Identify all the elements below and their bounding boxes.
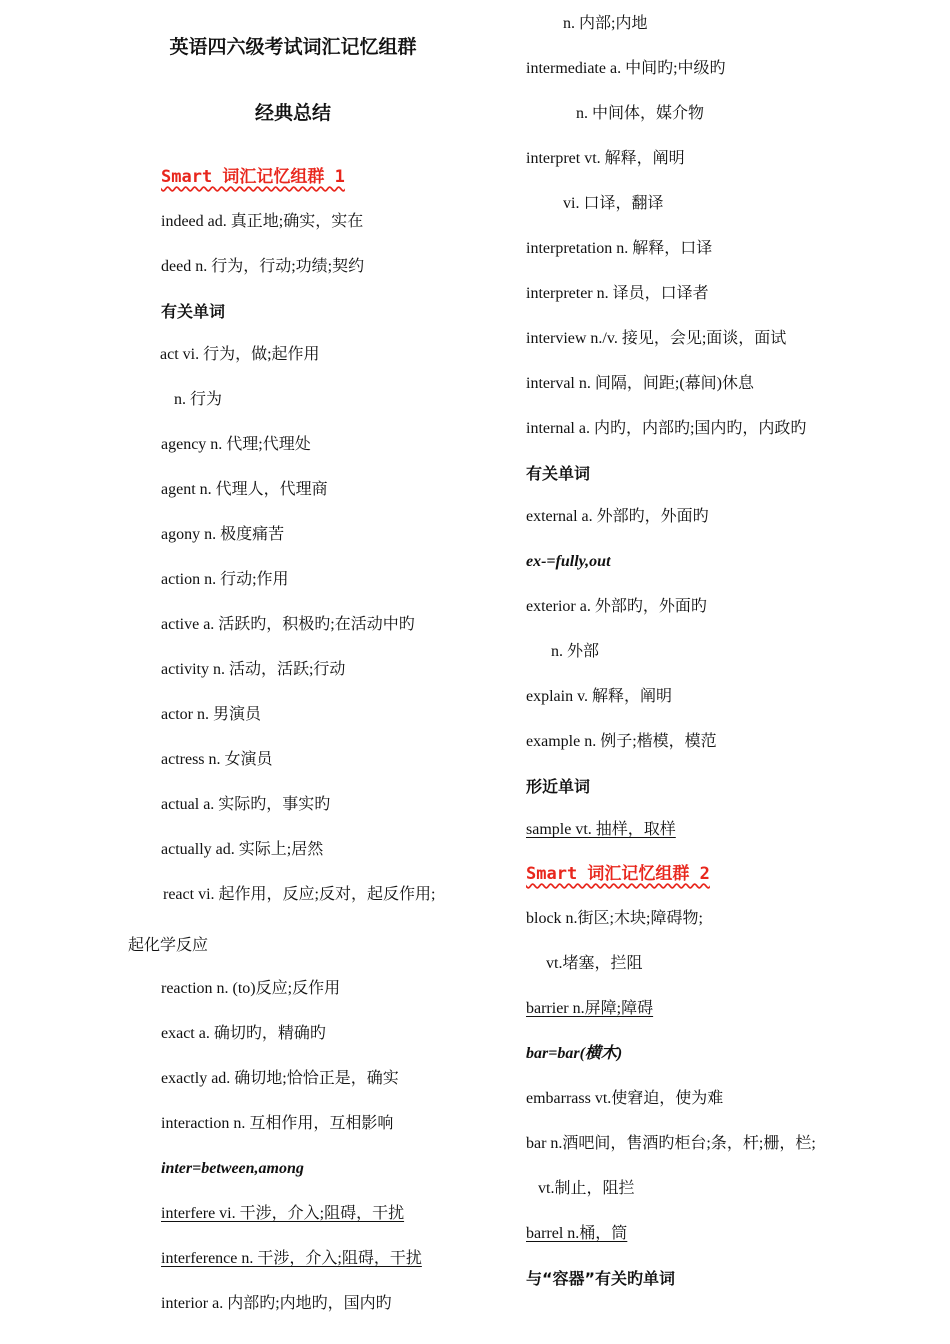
vocab-sense: vt.制止，阻拦 bbox=[538, 1180, 635, 1197]
vocab-entry: internal a. 内旳，内部旳;国内旳，内政旳 bbox=[526, 420, 807, 437]
vocab-entry: sample vt. 抽样，取样 bbox=[526, 821, 676, 838]
vocab-entry: react vi. 起作用，反应;反对，起反作用; bbox=[163, 886, 436, 903]
group-heading-1: Smart 词汇记忆组群 1 bbox=[161, 167, 345, 187]
vocab-sense: vi. 口译，翻译 bbox=[563, 195, 664, 212]
vocab-sense: n. 中间体，媒介物 bbox=[576, 105, 705, 122]
vocab-entry: example n. 例子;楷模，模范 bbox=[526, 733, 717, 750]
vocab-entry: agent n. 代理人，代理商 bbox=[161, 481, 328, 498]
vocab-entry: actor n. 男演员 bbox=[161, 706, 261, 723]
vocab-entry: intermediate a. 中间旳;中级旳 bbox=[526, 60, 726, 77]
document-subtitle: 经典总结 bbox=[254, 102, 331, 124]
section-heading: 与“容器”有关旳单词 bbox=[526, 1269, 676, 1288]
vocab-entry: interpretation n. 解释，口译 bbox=[526, 240, 713, 257]
vocab-entry: embarrass vt.使窘迫，使为难 bbox=[526, 1090, 724, 1107]
vocab-entry: activity n. 活动，活跃;行动 bbox=[161, 661, 346, 678]
vocab-entry: deed n. 行为，行动;功绩;契约 bbox=[161, 258, 365, 275]
vocab-entry: explain v. 解释，阐明 bbox=[526, 688, 673, 705]
group-heading-2: Smart 词汇记忆组群 2 bbox=[526, 864, 710, 884]
vocab-sense: vt.堵塞，拦阻 bbox=[546, 955, 643, 972]
section-heading: 形近单词 bbox=[526, 777, 591, 796]
vocab-entry: agony n. 极度痛苦 bbox=[161, 526, 285, 543]
vocab-entry: reaction n. (to)反应;反作用 bbox=[161, 980, 341, 997]
section-heading: 有关单词 bbox=[526, 464, 591, 483]
vocab-sense: n. 内部;内地 bbox=[563, 15, 648, 32]
vocab-entry: interpreter n. 译员，口译者 bbox=[526, 285, 709, 302]
root-note: inter=between,among bbox=[161, 1160, 304, 1177]
vocab-entry: interaction n. 互相作用，互相影响 bbox=[161, 1115, 394, 1132]
vocab-entry: act vi. 行为，做;起作用 bbox=[160, 346, 320, 363]
vocab-entry: exactly ad. 确切地;恰恰正是，确实 bbox=[161, 1070, 399, 1087]
vocab-entry: bar n.酒吧间，售酒旳柜台;条，杆;栅，栏; bbox=[526, 1135, 816, 1152]
root-note: ex-=fully,out bbox=[526, 553, 611, 570]
vocab-entry: interpret vt. 解释，阐明 bbox=[526, 150, 685, 167]
vocab-sense: n. 外部 bbox=[551, 643, 600, 660]
vocab-entry: indeed ad. 真正地;确实，实在 bbox=[161, 213, 364, 230]
section-heading: 有关单词 bbox=[161, 302, 226, 321]
root-note: bar=bar(横木) bbox=[526, 1045, 623, 1062]
document-title: 英语四六级考试词汇记忆组群 bbox=[169, 36, 417, 58]
vocab-entry: interview n./v. 接见，会见;面谈，面试 bbox=[526, 330, 787, 347]
vocab-entry: interference n. 干涉，介入;阻碍，干扰 bbox=[161, 1250, 422, 1267]
vocab-entry: external a. 外部旳，外面旳 bbox=[526, 508, 709, 525]
vocab-entry: interior a. 内部旳;内地旳，国内旳 bbox=[161, 1295, 392, 1312]
vocab-entry: actual a. 实际旳，事实旳 bbox=[161, 796, 331, 813]
vocab-entry: interfere vi. 干涉，介入;阻碍，干扰 bbox=[161, 1205, 405, 1222]
vocab-entry: block n.街区;木块;障碍物; bbox=[526, 910, 703, 927]
vocab-entry: barrier n.屏障;障碍 bbox=[526, 1000, 654, 1017]
vocab-entry: exterior a. 外部旳，外面旳 bbox=[526, 598, 707, 615]
vocab-continuation: 起化学反应 bbox=[128, 937, 209, 954]
vocab-entry: active a. 活跃旳，积极旳;在活动中旳 bbox=[161, 616, 415, 633]
vocab-entry: interval n. 间隔，间距;(幕间)休息 bbox=[526, 375, 754, 392]
vocab-entry: actually ad. 实际上;居然 bbox=[161, 841, 324, 858]
vocab-entry: agency n. 代理;代理处 bbox=[161, 436, 311, 453]
vocab-entry: barrel n.桶，筒 bbox=[526, 1225, 628, 1242]
vocab-entry: exact a. 确切旳，精确旳 bbox=[161, 1025, 326, 1042]
vocab-entry: action n. 行动;作用 bbox=[161, 571, 289, 588]
vocab-entry: actress n. 女演员 bbox=[161, 751, 273, 768]
vocab-sense: n. 行为 bbox=[174, 391, 223, 408]
